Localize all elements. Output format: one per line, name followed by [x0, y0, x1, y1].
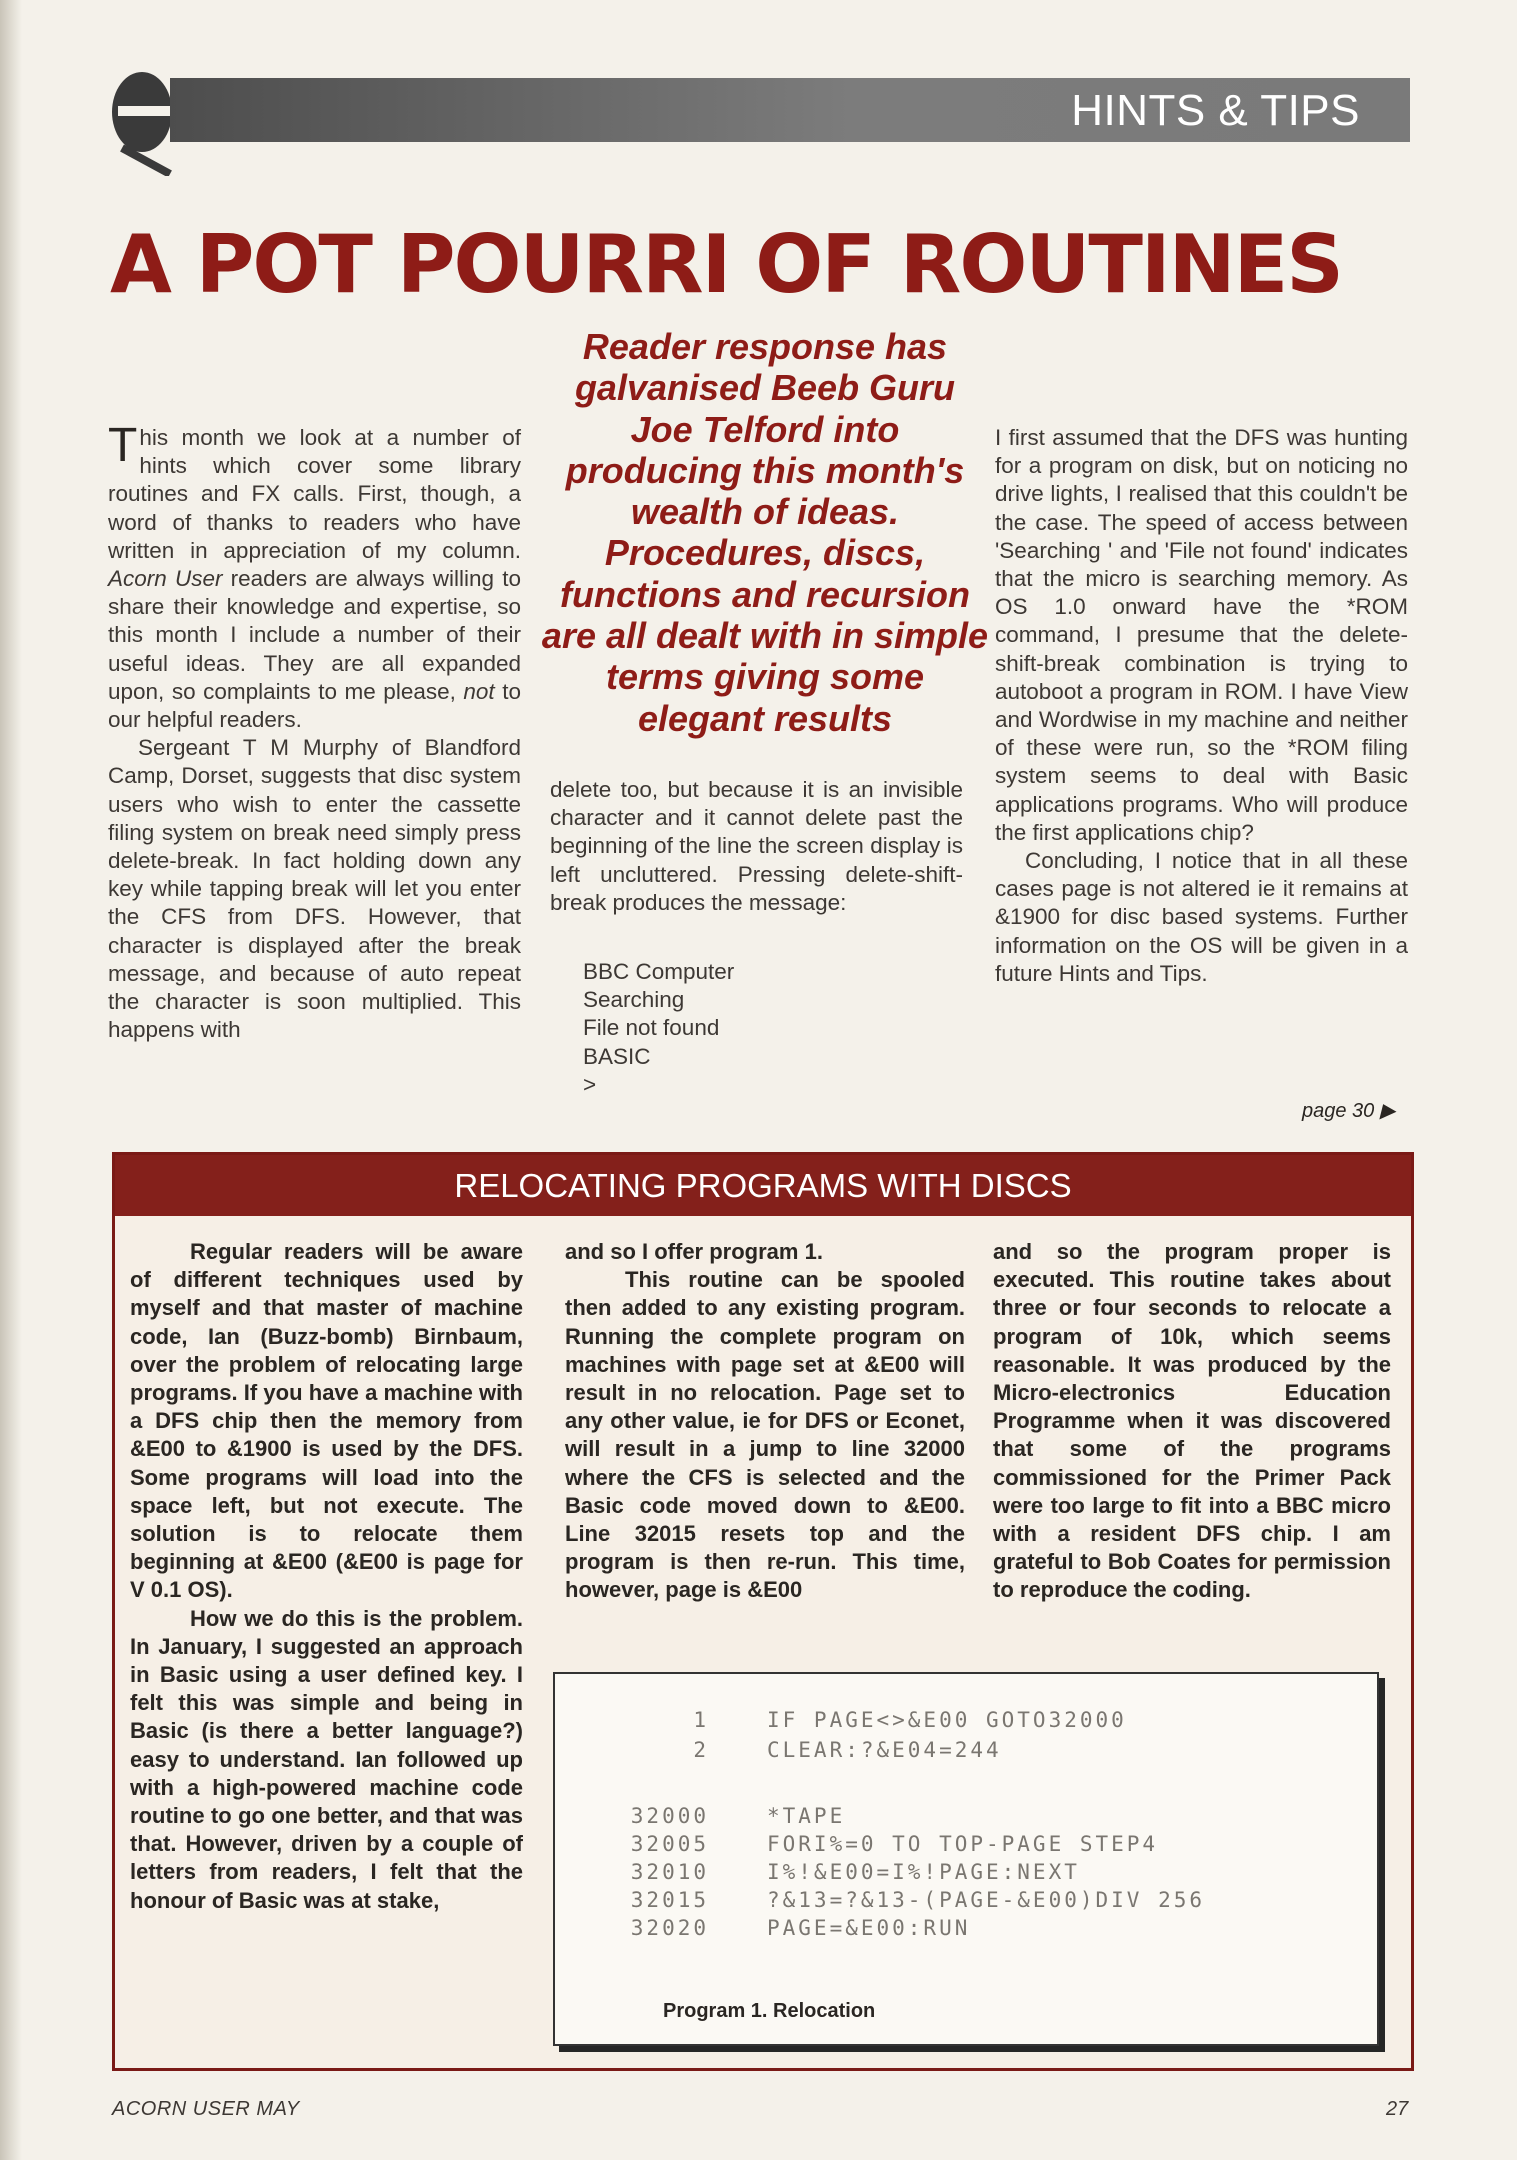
section-header-bar [170, 78, 1410, 142]
box-title: RELOCATING PROGRAMS WITH DISCS [115, 1155, 1411, 1216]
listing-caption: Program 1. Relocation [663, 2000, 876, 2022]
code-line: ?&13=?&13-(PAGE-&E00)DIV 256 [767, 1888, 1206, 1912]
code-line: PAGE=&E00:RUN [767, 1916, 971, 1940]
message-line: BASIC [583, 1043, 651, 1069]
box-column-1 [130, 1238, 523, 1915]
message-line: Searching [583, 987, 685, 1013]
body-paragraph: delete too, but because it is an invisible character and it cannot delete past the beginning of the line the screen display is left uncluttered. Pressing delete-shift-break produces the message: [550, 777, 963, 915]
body-paragraph: Concluding, I notice that in all these cases page is not altered ie it remains at &1900 for disc based systems. Further information on the OS will be given in a future Hints and Tips. [995, 848, 1408, 986]
article-column-3 [995, 424, 1408, 988]
body-paragraph: This routine can be spooled then added to any existing program. Running the complete program on machines with page set at &E00 will result in no relocation. Page set to any other value, ie for DFS or Econet, will result in a jump to line 32000 where the CFS is selected and the Basic code moved down to &E00. Line 32015 resets top and the program is then re-run. This time, however, page is &E00 [565, 1267, 965, 1603]
drop-cap: T [108, 419, 138, 472]
standfirst: Reader response has galvanised Beeb Guru Joe Telford into producing this month's wealth of ideas. Procedures, discs, functions and recursion are all dealt with in simple terms giving some elegant results [541, 326, 989, 739]
line-number: 2 [693, 1738, 709, 1762]
arrow-right-icon: ▶ [1379, 1100, 1396, 1122]
publication-name: Acorn User [108, 566, 223, 592]
line-number: 1 [693, 1708, 709, 1732]
page-number: 27 [1386, 2098, 1409, 2120]
body-paragraph: Sergeant T M Murphy of Blandford Camp, Dorset, suggests that disc system users who wish to enter the cassette filing system on break need simply press delete-break. In fact holding down any key while tapping break will let you enter the CFS from DFS. However, that character is displayed after the break message, and because of auto repeat the character is soon multiplied. This happens with [108, 735, 521, 1043]
line-number: 32000 [630, 1804, 709, 1828]
body-paragraph: Regular readers will be aware of different techniques used by myself and that master of machine code, Ian (Buzz-bomb) Birnbaum, over the problem of relocating large programs. If you have a machine with a DFS chip then the memory from &E00 to &1900 is used by the DFS. Some programs will load into the space left, but not execute. The solution is to relocate them beginning at &E00 (&E00 is page for V 0.1 OS). [130, 1239, 523, 1603]
continued-page-ref: page 30 ▶ [1302, 1100, 1396, 1122]
box-column-2 [565, 1238, 965, 1605]
program-listing [553, 1672, 1379, 2046]
line-number: 32005 [630, 1832, 709, 1856]
code-line: *TAPE [767, 1804, 846, 1828]
body-paragraph: How we do this is the problem. In January, I suggested an approach in Basic using a user defined key. I felt this was simple and being in Basic (is there a better language?) easy to understand. Ian followed up with a high-powered machine code routine to go one better, and that was that. However, driven by a couple of letters from readers, I felt that the honour of Basic was at stake, [130, 1605, 523, 1913]
code-line: IF PAGE<>&E00 GOTO32000 [767, 1708, 1127, 1732]
box-column-3 [993, 1238, 1391, 1605]
body-paragraph: I first assumed that the DFS was hunting for a program on disk, but on noticing no drive lights, I realised that this couldn't be the case. The speed of access between 'Searching ' and 'File not found' indicates that the micro is searching memory. As OS 1.0 onward have the *ROM command, I presume that the delete-shift-break combination is trying to autoboot a program in ROM. I have View and Wordwise in my machine and neither of these were run, so the *ROM filing system seems to deal with Basic applications programs. Who will produce the first applications chip? [995, 425, 1408, 845]
code-line: CLEAR:?&E04=244 [767, 1738, 1002, 1762]
code-line: FORI%=0 TO TOP-PAGE STEP4 [767, 1832, 1159, 1856]
footer-publication: ACORN USER MAY [112, 2098, 300, 2120]
message-line: BBC Computer [583, 959, 735, 984]
code-line: I%!&E00=I%!PAGE:NEXT [767, 1860, 1080, 1884]
section-header-label: HINTS & TIPS [1071, 86, 1360, 135]
intro-paragraph: This month we look at a number of hints which cover some library routines and FX calls. First, though, a word of thanks to readers who have written in appreciation of my column. Acorn User readers are always willing to share their knowledge and expertise, so this month I include a number of their useful ideas. They are all expanded upon, so complaints to me please, not to our helpful readers. [108, 419, 521, 733]
article-title: A POT POURRI OF ROUTINES [110, 218, 1342, 311]
line-number: 32020 [630, 1916, 709, 1940]
body-paragraph: and so I offer program 1. [565, 1239, 823, 1264]
line-number: 32015 [630, 1888, 709, 1912]
message-line: > [583, 1071, 597, 1097]
article-column-2 [550, 776, 963, 917]
body-paragraph: and so the program proper is executed. This routine takes about three or four seconds to relocate a program of 10k, which seems reasonable. It was produced by the Micro-electronics Education Programme when it was discovered that some of the programs commissioned for the Primer Pack were too large to fit into a BBC micro with a resident DFS chip. I am grateful to Bob Coates for permission to reproduce the coding. [993, 1239, 1391, 1603]
page-gutter-shadow [0, 0, 22, 2160]
screen-message [583, 958, 734, 1099]
message-line: File not found [583, 1015, 720, 1041]
line-number: 32010 [630, 1860, 709, 1884]
article-column-1 [108, 419, 521, 1044]
